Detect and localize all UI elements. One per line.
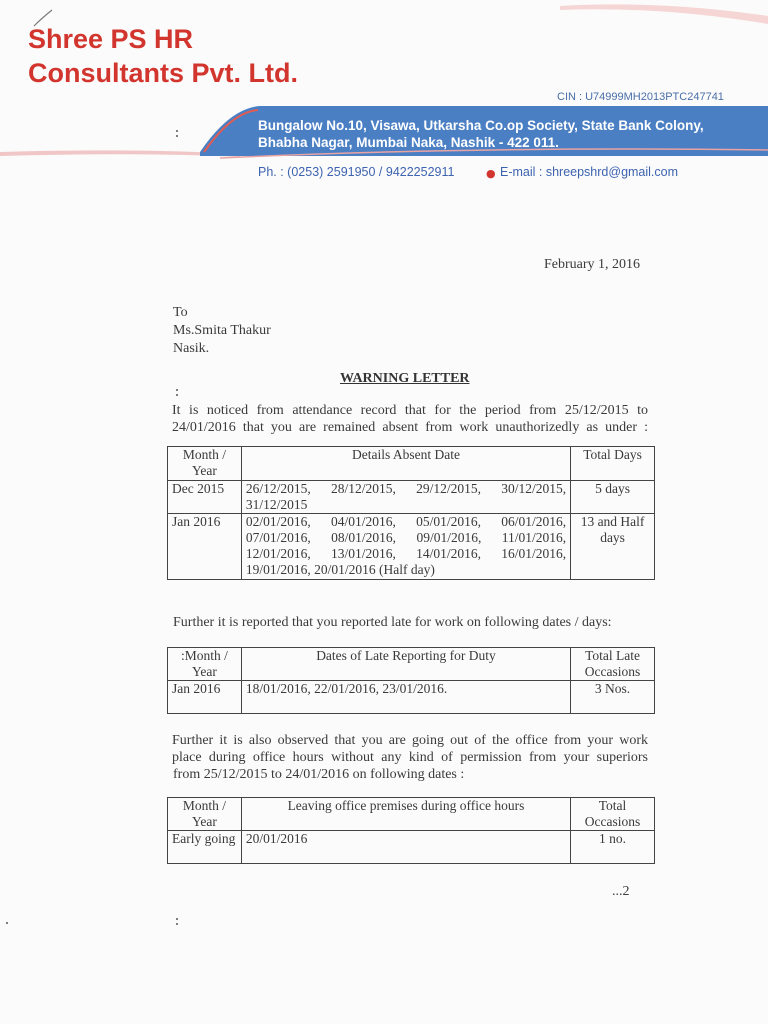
address-line-2: Bhabha Nagar, Mumbai Naka, Nashik - 422 011. <box>258 135 559 150</box>
total-cell: 5 days <box>571 481 655 514</box>
total-cell: 3 Nos. <box>571 681 655 714</box>
scan-speck <box>6 922 8 924</box>
column-header: Total Occasions <box>571 798 655 831</box>
table-header-row <box>168 447 655 481</box>
dates-cell: 26/12/2015, 28/12/2015, 29/12/2015, 30/12/2015, 31/12/2015 <box>241 481 570 514</box>
month-cell: Dec 2015 <box>168 481 242 514</box>
column-header: Total Days <box>571 447 655 481</box>
column-header: Details Absent Date <box>241 447 570 481</box>
column-header: Leaving office premises during office hours <box>241 798 570 831</box>
paragraph-3-line-2: place during office hours without any kind of permission from your superiors <box>172 750 648 765</box>
page-continuation-marker: ...2 <box>612 884 630 899</box>
total-cell: 1 no. <box>571 831 655 864</box>
paragraph-3-line-1: Further it is also observed that you are going out of the office from your work <box>172 733 648 748</box>
table-header-row <box>168 798 655 831</box>
paragraph-1-line-1: It is noticed from attendance record that for the period from 25/12/2015 to <box>172 403 648 418</box>
paragraph-2: Further it is reported that you reported late for work on following dates / days: <box>173 615 612 630</box>
table-header-row <box>168 648 655 681</box>
paragraph-3-line-3: from 25/12/2015 to 24/01/2016 on following dates : <box>173 767 465 782</box>
column-header: Total Late Occasions <box>571 648 655 681</box>
table-row <box>168 514 655 580</box>
email-address: E-mail : shreepshrd@gmail.com <box>500 165 679 179</box>
paragraph-1-line-2: 24/01/2016 that you are remained absent from work unauthorizedly as under : <box>172 420 648 435</box>
late-reporting-table <box>167 647 655 714</box>
scan-speck <box>176 923 178 925</box>
table-row <box>168 481 655 514</box>
dates-cell: 02/01/2016, 04/01/2016, 05/01/2016, 06/01/2016, 07/01/2016, 08/01/2016, 09/01/2016, 11/01/2016, 12/01/2016, 13/01/2016, 14/01/2016, 16/01/2016, 19/01/2016, 20/01/2016 (Half day) <box>241 514 570 580</box>
absent-days-table <box>167 446 655 580</box>
letter-date: February 1, 2016 <box>544 257 641 272</box>
scan-speck <box>176 130 178 132</box>
table-row <box>168 681 655 714</box>
scan-speck <box>176 135 178 137</box>
month-cell: Early going <box>168 831 242 864</box>
to-label: To <box>173 305 188 320</box>
month-cell: Jan 2016 <box>168 681 242 714</box>
recipient-city: Nasik. <box>173 341 210 356</box>
phone-number: Ph. : (0253) 2591950 / 9422252911 <box>258 165 455 179</box>
column-header: Month / Year <box>168 447 242 481</box>
header-swoosh <box>520 0 768 40</box>
column-header: :Month / Year <box>168 648 242 681</box>
dates-cell: 20/01/2016 <box>241 831 570 864</box>
column-header: Month / Year <box>168 798 242 831</box>
dates-cell: 18/01/2016, 22/01/2016, 23/01/2016. <box>241 681 570 714</box>
leaving-premises-table <box>167 797 655 864</box>
letter-title: WARNING LETTER <box>340 371 470 386</box>
scan-speck <box>176 394 178 396</box>
scan-speck <box>176 389 178 391</box>
company-name-line1: Shree PS HR <box>28 24 194 54</box>
address-line-1: Bungalow No.10, Visawa, Utkarsha Co.op Society, State Bank Colony, <box>258 118 704 133</box>
company-name-line2: Consultants Pvt. Ltd. <box>28 58 298 88</box>
bullet-icon: ● <box>486 167 496 180</box>
cin-number: CIN : U74999MH2013PTC247741 <box>557 91 724 103</box>
month-cell: Jan 2016 <box>168 514 242 580</box>
column-header: Dates of Late Reporting for Duty <box>241 648 570 681</box>
scan-speck <box>176 918 178 920</box>
table-row <box>168 831 655 864</box>
total-cell: 13 and Half days <box>571 514 655 580</box>
recipient-name: Ms.Smita Thakur <box>173 323 271 338</box>
